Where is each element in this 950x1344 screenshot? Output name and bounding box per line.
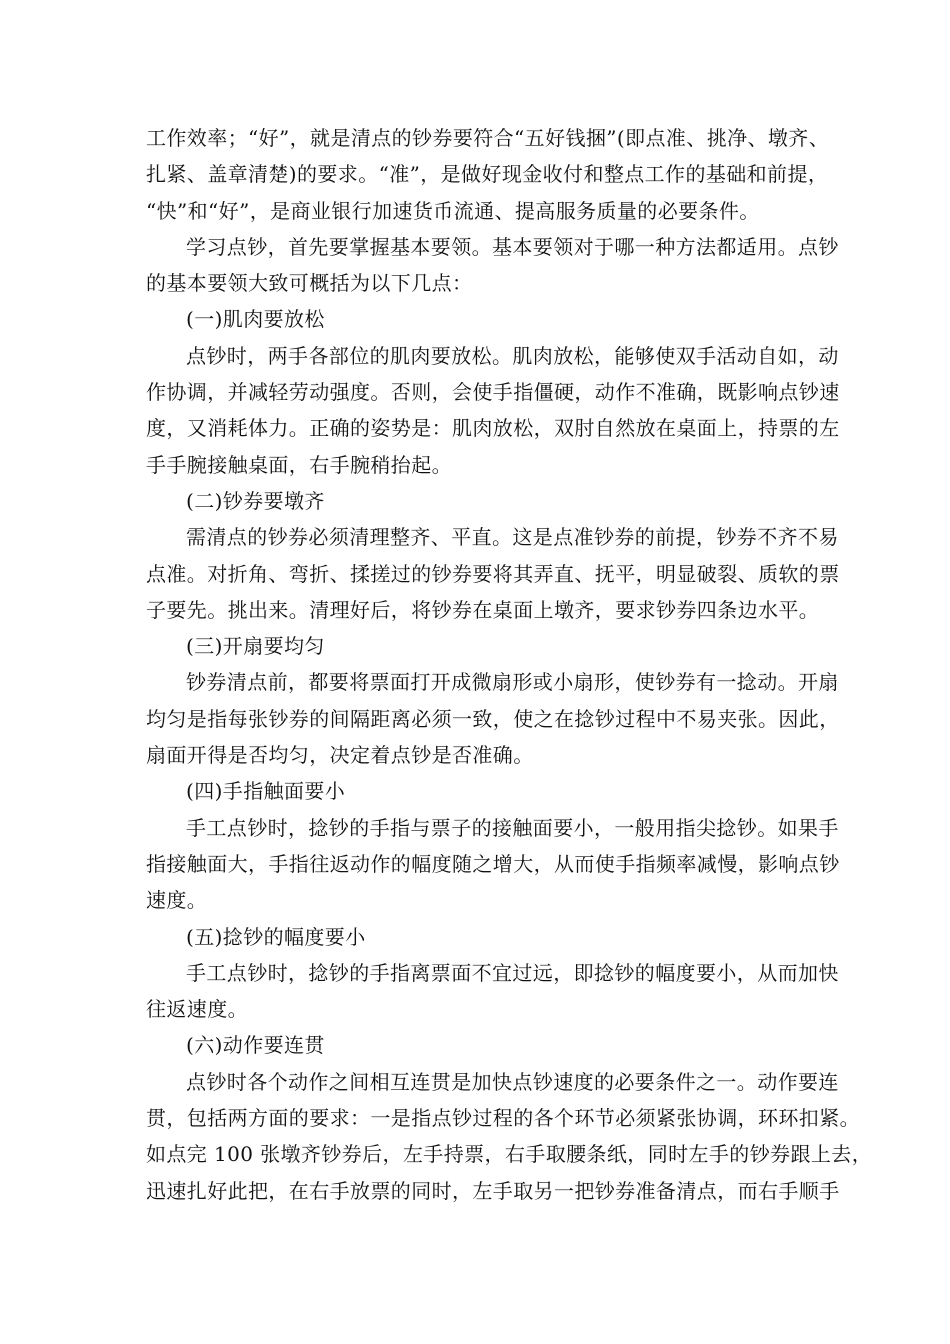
text-line: “快”和“好”，是商业银行加速货币流通、提高服务质量的必要条件。 <box>146 198 760 223</box>
text-line: 钞券清点前，都要将票面打开成微扇形或小扇形，使钞券有一捻动。开扇 <box>186 670 839 695</box>
text-line: 点钞时各个动作之间相互连贯是加快点钞速度的必要条件之一。动作要连 <box>186 1069 839 1094</box>
text-line: 扎紧、盖章清楚)的要求。“准”，是做好现金收付和整点工作的基础和前提， <box>146 162 829 187</box>
text-line: 往返速度。 <box>146 997 248 1022</box>
text-line: 点准。对折角、弯折、揉搓过的钞券要将其弄直、抚平，明显破裂、质软的票 <box>146 561 840 586</box>
text-line: 作协调，并减轻劳动强度。否则，会使手指僵硬，动作不准确，既影响点钞速 <box>146 380 840 405</box>
text-line: 贯，包括两方面的要求：一是指点钞过程的各个环节必须紧张协调，环环扣紧。 <box>146 1106 860 1131</box>
text-line: 学习点钞，首先要掌握基本要领。基本要领对于哪一种方法都适用。点钞 <box>186 234 839 259</box>
text-line: 扇面开得是否均匀，决定着点钞是否准确。 <box>146 743 534 768</box>
text-line: 度，又消耗体力。正确的姿势是：肌肉放松，双肘自然放在桌面上，持票的左 <box>146 416 840 441</box>
document-page <box>146 120 873 1209</box>
text-line: 工作效率；“好”，就是清点的钞券要符合“五好钱捆”(即点准、挑净、墩齐、 <box>146 126 830 150</box>
section-heading: (三)开扇要均匀 <box>186 634 325 659</box>
text-line: 手工点钞时，捻钞的手指与票子的接触面要小，一般用指尖捻钞。如果手 <box>186 815 839 840</box>
section-heading: (六)动作要连贯 <box>186 1033 325 1058</box>
section-heading: (五)捻钞的幅度要小 <box>186 924 366 949</box>
text-line: 点钞时，两手各部位的肌肉要放松。肌肉放松，能够使双手活动自如，动 <box>186 343 839 368</box>
text-line: 子要先。挑出来。清理好后，将钞券在桌面上墩齐，要求钞券四条边水平。 <box>146 597 820 622</box>
text-line: 如点完 100 张墩齐钞券后，左手持票，右手取腰条纸，同时左手的钞券跟上去， <box>146 1142 873 1167</box>
text-line: 均匀是指每张钞券的间隔距离必须一致，使之在捻钞过程中不易夹张。因此， <box>146 706 840 731</box>
text-line: 手工点钞时，捻钞的手指离票面不宜过远，即捻钞的幅度要小，从而加快 <box>186 960 839 985</box>
section-heading: (四)手指触面要小 <box>186 779 346 804</box>
section-heading: (一)肌肉要放松 <box>186 307 325 332</box>
text-line: 手手腕接触桌面，右手腕稍抬起。 <box>146 452 452 477</box>
section-heading: (二)钞券要墩齐 <box>186 488 325 513</box>
text-line: 速度。 <box>146 888 208 913</box>
text-line: 迅速扎好此把，在右手放票的同时，左手取另一把钞券准备清点，而右手顺手 <box>146 1178 840 1203</box>
text-line: 需清点的钞券必须清理整齐、平直。这是点准钞券的前提，钞券不齐不易 <box>186 525 839 550</box>
text-line: 指接触面大，手指往返动作的幅度随之增大，从而使手指频率减慢，影响点钞 <box>146 851 840 876</box>
text-line: 的基本要领大致可概括为以下几点： <box>146 271 473 296</box>
